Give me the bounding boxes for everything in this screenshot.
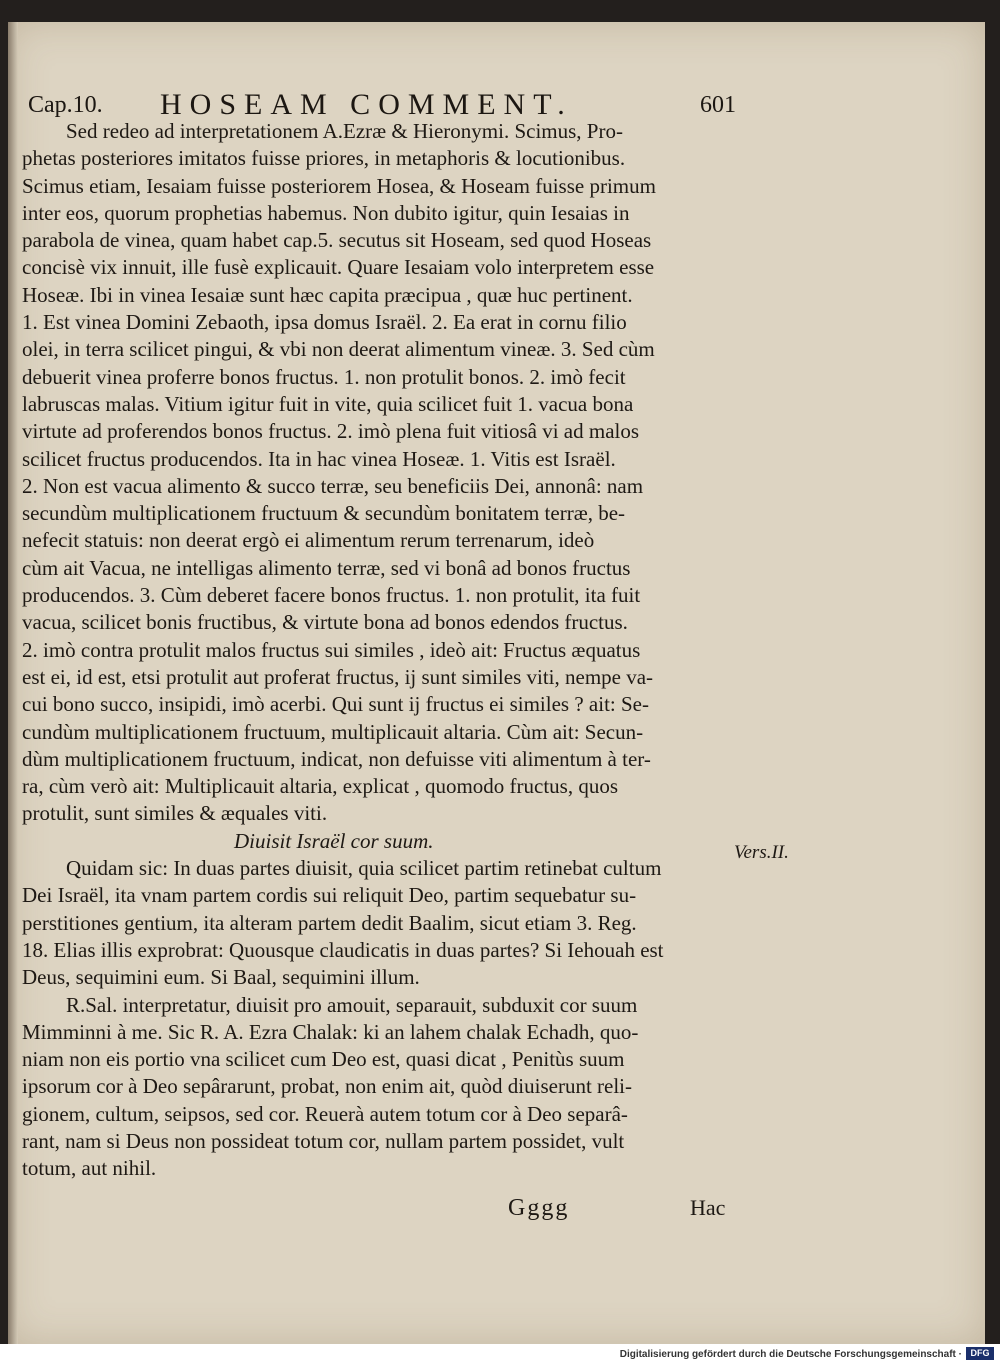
text-line: 2. Non est vacua alimento & succo terræ, seu beneficiis Dei, annonâ: nam [22, 473, 644, 498]
text-line: Sed redeo ad interpretationem A.Ezræ & Hieronymi. Scimus, Pro- [66, 119, 623, 143]
text-line: gionem, cultum, seipsos, sed cor. Reuerà autem totum cor à Deo separâ- [22, 1101, 628, 1126]
body-text [22, 118, 734, 1183]
text-line: secundùm multiplicationem fructuum & secundùm bonitatem terræ, be- [22, 501, 626, 526]
text-line: dùm multiplicationem fructuum, indicat, non defuisse viti alimentum à ter- [22, 746, 651, 771]
text-line: cui bono succo, insipidi, imò acerbi. Qui sunt ij fructus ei similes ? ait: Se- [22, 692, 649, 717]
text-line: 18. Elias illis exprobrat: Quousque claudicatis in duas partes? Si Iehouah est [22, 937, 664, 962]
text-line: olei, in terra scilicet pingui, & vbi non deerat alimentum vineæ. 3. Sed cùm [22, 337, 655, 362]
signature-mark: Gggg [508, 1195, 570, 1221]
text-line: labruscas malas. Vitium igitur fuit in vite, quia scilicet fuit 1. vacua bona [22, 391, 634, 416]
text-line: totum, aut nihil. [22, 1156, 157, 1181]
text-line: R.Sal. interpretatur, diuisit pro amouit, separauit, subduxit cor suum [66, 992, 638, 1017]
text-line: ipsorum cor à Deo sepârarunt, probat, non enim ait, quòd diuiserunt reli- [22, 1074, 633, 1099]
text-line: Scimus etiam, Iesaiam fuisse posteriorem Hosea, & Hoseam fuisse primum [22, 173, 656, 198]
text-line: Mimminni à me. Sic R. A. Ezra Chalak: ki an lahem chalak Echadh, quo- [22, 1019, 639, 1044]
text-line: vacua, scilicet bonis fructibus, & virtute bona ad bonos edendos fructus. [22, 610, 628, 635]
text-line: virtute ad proferendos bonos fructus. 2. imò plena fuit vitiosâ vi ad malos [22, 419, 640, 444]
verse-heading: Diuisit Israël cor suum. [234, 828, 434, 853]
running-title: HOSEAM COMMENT. [160, 88, 573, 121]
text-line: Quidam sic: In duas partes diuisit, quia scilicet partim retinebat cultum [66, 856, 662, 881]
text-line: nefecit statuis: non deerat ergò ei alimentum rerum terrenarum, ideò [22, 528, 595, 553]
text-line: scilicet fructus producendos. Ita in hac vinea Hoseæ. 1. Vitis est Israël. [22, 446, 616, 471]
text-line: Hoseæ. Ibi in vinea Iesaiæ sunt hæc capita præcipua , quæ huc pertinent. [22, 282, 633, 307]
catchword: Hac [690, 1195, 726, 1220]
chapter-label: Cap.10. [28, 92, 103, 118]
text-line: est ei, id est, etsi protulit aut proferat fructus, ij sunt similes viti, nempe va- [22, 664, 654, 689]
dfg-logo: DFG [966, 1347, 994, 1360]
text-line: cundùm multiplicationem fructuum, multiplicauit altaria. Cùm ait: Secun- [22, 719, 644, 744]
text-line: inter eos, quorum prophetias habemus. Non dubito igitur, quin Iesaias in [22, 200, 630, 225]
text-line: Deus, sequimini eum. Si Baal, sequimini illum. [22, 965, 420, 990]
footer-credit: Digitalisierung gefördert durch die Deutsche Forschungsgemeinschaft · [619, 1349, 962, 1360]
text-line: rant, nam si Deus non possideat totum cor, nullam partem possidet, vult [22, 1128, 625, 1153]
text-line: parabola de vinea, quam habet cap.5. secutus sit Hoseam, sed quod Hoseas [22, 228, 652, 253]
text-line: phetas posteriores imitatos fuisse priores, in metaphoris & locutionibus. [22, 146, 626, 171]
text-line: debuerit vinea proferre bonos fructus. 1. non protulit bonos. 2. imò fecit [22, 364, 626, 389]
text-line: perstitiones gentium, ita alteram partem dedit Baalim, sicut etiam 3. Reg. [22, 910, 637, 935]
verse-margin-note: Vers.II. [734, 842, 789, 863]
text-line: niam non eis portio vna scilicet cum Deo est, quasi dicat , Penitùs suum [22, 1047, 625, 1072]
text-line: concisè vix innuit, ille fusè explicauit. Quare Iesaiam volo interpretem esse [22, 255, 655, 280]
text-line: protulit, sunt similes & æquales viti. [22, 801, 328, 826]
text-line: 2. imò contra protulit malos fructus sui similes , ideò ait: Fructus æquatus [22, 637, 641, 662]
text-line: cùm ait Vacua, ne intelligas alimento terræ, sed vi bonâ ad bonos fructus [22, 555, 631, 580]
text-line: producendos. 3. Cùm deberet facere bonos fructus. 1. non protulit, ita fuit [22, 583, 641, 608]
text-line: 1. Est vinea Domini Zebaoth, ipsa domus Israël. 2. Ea erat in cornu filio [22, 310, 627, 335]
text-line: Dei Israël, ita vnam partem cordis sui reliquit Deo, partim sequebatur su- [22, 883, 637, 908]
page-spine-shadow [8, 22, 18, 1344]
page-number: 601 [700, 92, 736, 118]
text-line: ra, cùm verò ait: Multiplicauit altaria, explicat , quomodo fructus, quos [22, 774, 619, 799]
